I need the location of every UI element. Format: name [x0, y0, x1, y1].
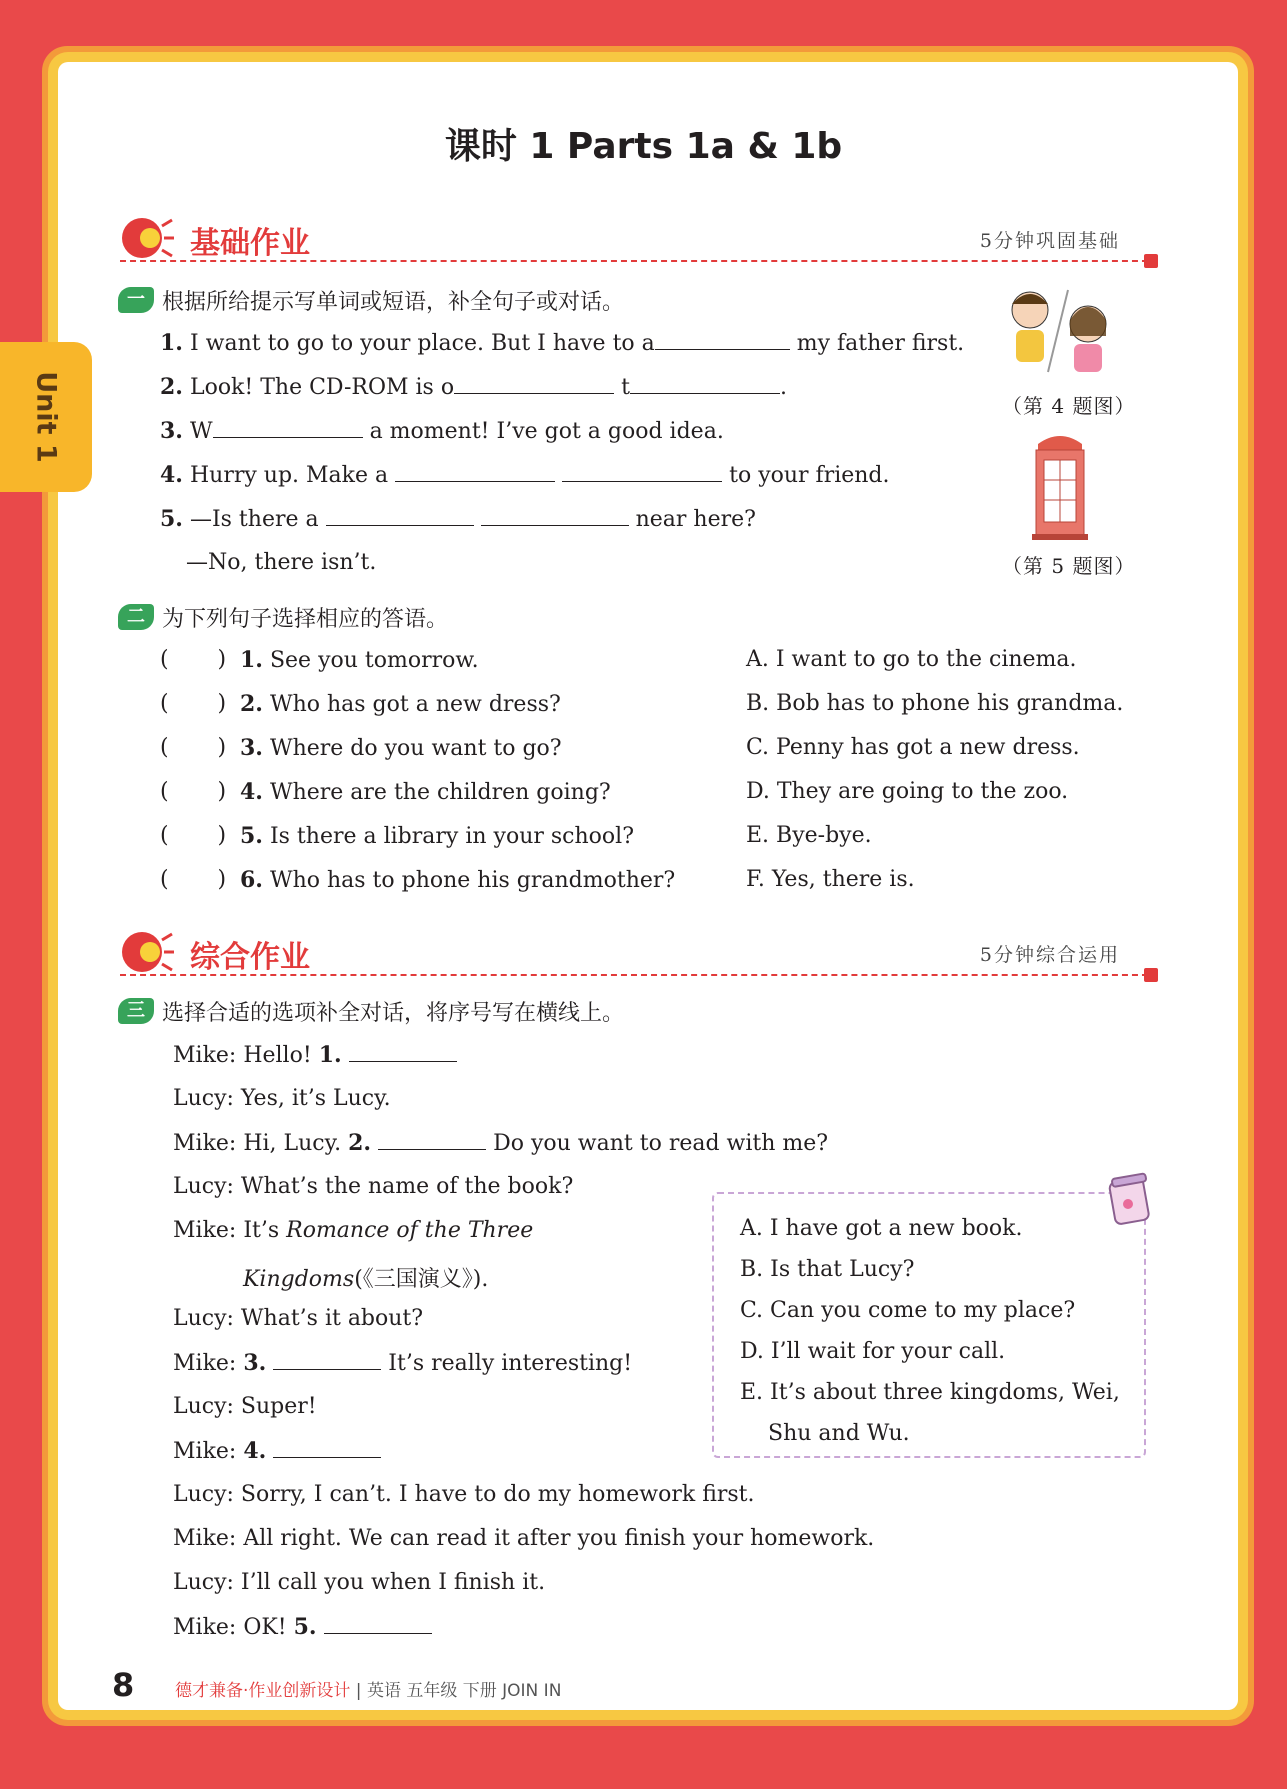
section-comprehensive-note: 5分钟综合运用: [979, 944, 1120, 966]
answer-blank[interactable]: [326, 524, 474, 526]
section-comprehensive-header: [118, 926, 1158, 986]
dialogue-line-14: Mike: OK! 5.: [173, 1614, 432, 1640]
q2-question-3: 3. Where do you want to go?: [240, 735, 562, 761]
page-title: 课时 1 Parts 1a & 1b: [444, 126, 843, 167]
q1-item-2: 2. Look! The CD-ROM is o t .: [160, 374, 787, 400]
option-c: C. Can you come to my place?: [740, 1298, 1076, 1323]
dialogue-line-1: Mike: Hello! 1.: [173, 1042, 457, 1068]
dialogue-line-9: Lucy: Super!: [173, 1394, 317, 1419]
option-d: D. I’ll wait for your call.: [740, 1339, 1006, 1364]
question-instruction: 选择合适的选项补全对话，将序号写在横线上。: [162, 1001, 625, 1026]
answer-paren[interactable]: ( ): [160, 867, 227, 892]
answer-paren[interactable]: ( ): [160, 779, 227, 804]
answer-blank[interactable]: [454, 392, 614, 394]
answer-blank[interactable]: [630, 392, 780, 394]
dialogue-line-6: Kingdoms(《三国演义》).: [243, 1267, 489, 1292]
dialogue-line-3: Mike: Hi, Lucy. 2. Do you want to read with me?: [173, 1130, 829, 1156]
section-basic-header: [118, 212, 1158, 272]
unit-tab-label: Unit 1: [30, 371, 62, 463]
dialogue-line-4: Lucy: What’s the name of the book?: [173, 1174, 574, 1199]
dialogue-line-13: Lucy: I’ll call you when I finish it.: [173, 1570, 546, 1595]
divider-end: [1144, 968, 1158, 982]
q2-question-1: 1. See you tomorrow.: [240, 647, 479, 673]
dialogue-line-7: Lucy: What’s it about?: [173, 1306, 424, 1331]
q2-answer-a: A. I want to go to the cinema.: [746, 647, 1077, 672]
q1-item-3: 3. W a moment! I’ve got a good idea.: [160, 418, 724, 444]
answer-paren[interactable]: ( ): [160, 823, 227, 848]
phone-booth-illustration: [1030, 430, 1090, 542]
option-e: E. It’s about three kingdoms, Wei,: [740, 1380, 1120, 1405]
megaphone-icon: [118, 926, 174, 978]
q1-item-1: 1. I want to go to your place. But I have to a my father first.: [160, 330, 965, 356]
dialogue-line-2: Lucy: Yes, it’s Lucy.: [173, 1086, 391, 1111]
option-b: B. Is that Lucy?: [740, 1257, 915, 1282]
answer-blank[interactable]: [349, 1060, 457, 1062]
megaphone-icon: [118, 212, 174, 264]
answer-blank[interactable]: [481, 524, 629, 526]
answer-blank[interactable]: [324, 1632, 432, 1634]
dialogue-line-12: Mike: All right. We can read it after you finish your homework.: [173, 1526, 875, 1551]
footer-series: 德才兼备·作业创新设计 | 英语 五年级 下册 JOIN IN: [175, 1681, 562, 1701]
answer-blank[interactable]: [395, 480, 555, 482]
divider: [120, 974, 1158, 976]
options-box: [712, 1192, 1146, 1458]
question-badge: 二: [118, 604, 154, 630]
q2-question-5: 5. Is there a library in your school?: [240, 823, 634, 849]
q1-item-5-reply: —No, there isn’t.: [186, 550, 377, 575]
page-number: 8: [112, 1666, 135, 1704]
answer-paren[interactable]: ( ): [160, 735, 227, 760]
answer-blank[interactable]: [273, 1368, 381, 1370]
option-e-continued: Shu and Wu.: [768, 1421, 910, 1446]
answer-blank[interactable]: [562, 480, 722, 482]
q2-question-4: 4. Where are the children going?: [240, 779, 611, 805]
section-basic-title: 基础作业: [190, 226, 310, 261]
dialogue-line-11: Lucy: Sorry, I can’t. I have to do my homework first.: [173, 1482, 755, 1507]
q2-answer-c: C. Penny has got a new dress.: [746, 735, 1080, 760]
answer-blank[interactable]: [273, 1456, 381, 1458]
question-badge: 三: [118, 998, 154, 1024]
answer-blank[interactable]: [378, 1148, 486, 1150]
answer-blank[interactable]: [655, 348, 790, 350]
q2-answer-d: D. They are going to the zoo.: [746, 779, 1069, 804]
section-comprehensive-title: 综合作业: [190, 940, 310, 975]
dialogue-line-8: Mike: 3. It’s really interesting!: [173, 1350, 633, 1376]
option-a: A. I have got a new book.: [740, 1216, 1023, 1241]
section-basic-note: 5分钟巩固基础: [979, 230, 1120, 252]
dialogue-line-5: Mike: It’s Romance of the Three: [173, 1218, 534, 1243]
q2-answer-e: E. Bye-bye.: [746, 823, 872, 848]
caption-figure-5: （第 5 题图）: [1002, 554, 1136, 578]
answer-paren[interactable]: ( ): [160, 691, 227, 716]
unit-tab: [0, 342, 92, 492]
q2-question-6: 6. Who has to phone his grandmother?: [240, 867, 676, 893]
caption-figure-4: （第 4 题图）: [1002, 394, 1136, 418]
divider: [120, 260, 1158, 262]
answer-paren[interactable]: ( ): [160, 647, 227, 672]
divider-end: [1144, 254, 1158, 268]
dialogue-line-10: Mike: 4.: [173, 1438, 381, 1464]
question-instruction: 为下列句子选择相应的答语。: [162, 607, 449, 632]
question-instruction: 根据所给提示写单词或短语，补全句子或对话。: [162, 290, 625, 315]
q2-answer-f: F. Yes, there is.: [746, 867, 915, 892]
q1-item-5: 5. —Is there a near here?: [160, 506, 756, 532]
q2-answer-b: B. Bob has to phone his grandma.: [746, 691, 1124, 716]
answer-blank[interactable]: [213, 436, 363, 438]
phone-call-illustration: [1000, 280, 1120, 380]
jar-icon: [1106, 1172, 1154, 1228]
q2-question-2: 2. Who has got a new dress?: [240, 691, 561, 717]
question-badge: 一: [118, 287, 154, 313]
q1-item-4: 4. Hurry up. Make a to your friend.: [160, 462, 890, 488]
